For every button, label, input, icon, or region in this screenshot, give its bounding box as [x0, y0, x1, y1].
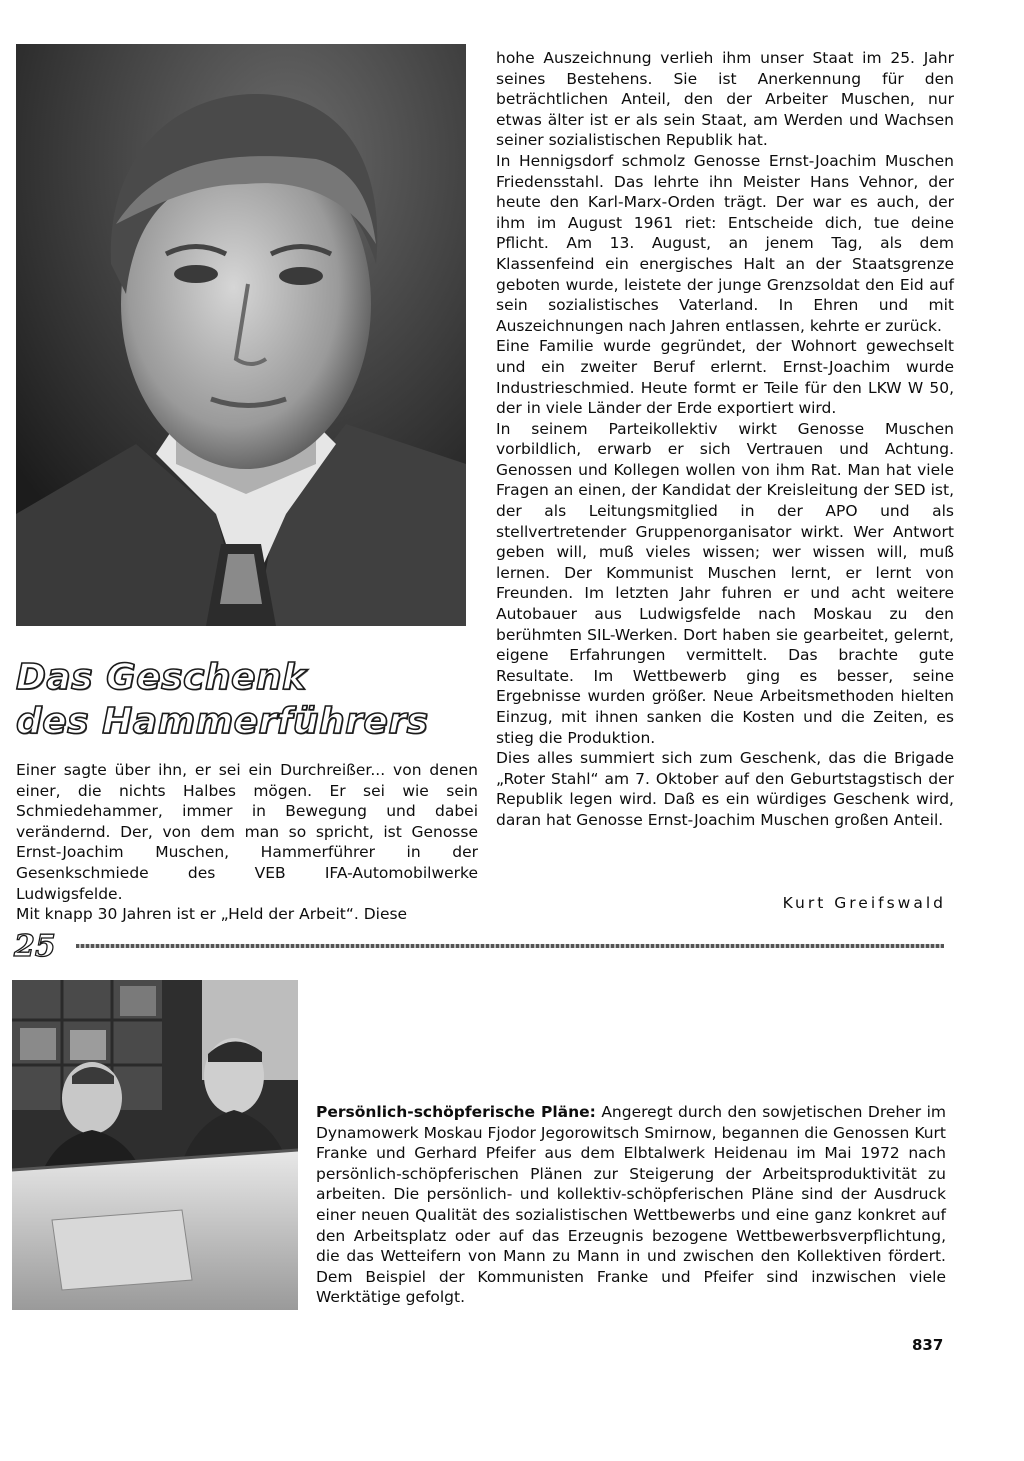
- article-headline: [16, 656, 476, 744]
- portrait-photo: [16, 44, 466, 626]
- dotted-rule: [76, 944, 944, 948]
- article-body-right-column: [496, 48, 954, 831]
- page-number: 837: [912, 1336, 944, 1354]
- article-paragraph: hohe Auszeichnung verlieh ihm unser Staat im 25. Jahr seines Bestehens. Sie ist Anerkennung für den beträchtlichen Anteil, den der Arbeiter Muschen, nur etwas älter ist er als sein Staat, am Werden und Wachsen seiner sozialistischen Republik hat.: [496, 49, 954, 150]
- article-paragraph: Dies alles summiert sich zum Geschenk, das die Brigade „Roter Stahl“ am 7. Oktober auf den Geburtstagstisch der Republik legen wird. Daß es ein würdiges Geschenk wird, daran hat Genosse Ernst-Joachim Muschen großen Anteil.: [496, 749, 954, 829]
- photo-caption: [316, 1102, 946, 1308]
- headline-line-1: Das Geschenk: [16, 657, 307, 698]
- caption-text: Angeregt durch den sowjetischen Dreher im Dynamowerk Moskau Fjodor Jegorowitsch Smirnow, begannen die Genossen Kurt Franke und Gerhard Pfeifer aus dem Elbtalwerk Heidenau im Mai 1972 nach persönlich-schöpferischen Plänen zur Steigerung der Arbeitsproduktivität zu arbeiten. Die persönlich- und kollektiv-schöpferischen Pläne sind der Ausdruck einer neuen Qualität des sozialistischen Wettbewerbs und eine ganz konkret auf den Arbeitsplatz oder auf das Erzeugnis bezogene Wettbewerbsverpflichtung, die das Wetteifern von Mann zu Mann in und zwischen den Kollektiven fördert. Dem Beispiel der Kommunisten Franke und Pfeifer sind inzwischen viele Werktätige gefolgt.: [316, 1103, 946, 1307]
- caption-lead: Persönlich-schöpferische Pläne:: [316, 1103, 596, 1121]
- anniversary-25-mark: 25: [14, 929, 56, 964]
- article-paragraph: Mit knapp 30 Jahren ist er „Held der Arbeit“. Diese: [16, 905, 408, 924]
- workers-photo: [12, 980, 298, 1310]
- section-separator: [14, 930, 944, 966]
- article-paragraph: In Hennigsdorf schmolz Genosse Ernst-Joachim Muschen Friedensstahl. Das lehrte ihn Meister Hans Vehnor, der heute den Karl-Marx-Orden trägt. Der war es auch, der ihm im August 1961 riet: Entscheide dich, tue deine Pflicht. Am 13. August, an jenem Tag, als dem Klassenfeind ein energisches Halt an der Staatsgrenze geboten wurde, leistete der junge Grenzsoldat den Eid auf sein sozialistisches Vaterland. In Ehren und mit Auszeichnungen nach Jahren entlassen, kehrte er zurück.: [496, 151, 954, 335]
- headline-line-2: des Hammerführers: [16, 701, 429, 742]
- article-byline: Kurt Greifswald: [782, 894, 946, 912]
- portrait-image: [16, 44, 466, 626]
- article-paragraph: Einer sagte über ihn, er sei ein Durchreißer... von denen einer, die nichts Halbes mögen. Er sei wie sein Schmiedehammer, immer in Bewegung und dabei verändernd. Der, von dem man so spricht, ist Genosse Ernst-Joachim Muschen, Hammerführer in der Gesenkschmiede des VEB IFA-Automobilwerke Ludwigsfelde.: [16, 761, 478, 903]
- article-paragraph: Eine Familie wurde gegründet, der Wohnort gewechselt und ein zweiter Beruf erlernt. Ernst-Joachim wurde Industrieschmied. Heute formt er Teile für den LKW W 50, der in viele Länder der Erde exportiert wird.: [496, 337, 954, 418]
- workers-image: [12, 980, 298, 1310]
- article-paragraph: In seinem Parteikollektiv wirkt Genosse Muschen vorbildlich, erwarb er sich Vertrauen und Achtung. Genossen und Kollegen wollen von ihm Rat. Man hat viele Fragen an einen, der Kandidat der Kreisleitung der SED ist, der als Leitungsmitglied in der APO und als stellvertretender Gruppenorganisator wirkt. Wer Antwort geben will, muß vieles wissen; wer wissen will, muß lernen. Der Kommunist Muschen lernt, er lernt von Freunden. Im letzten Jahr fuhren er und acht weitere Autobauer aus Ludwigsfelde nach Moskau zu den berühmten SIL-Werken. Dort haben sie gearbeitet, gelernt, eigene Erfahrungen vermittelt. Das brachte gute Resultate. Im Wettbewerb ging es besser, seine Ergebnisse wurden größer. Neue Arbeitsmethoden hielten Einzug, mit ihnen sanken die Kosten und die Zeiten, es stieg die Produktion.: [496, 419, 954, 747]
- article-body-left-column: [16, 760, 478, 925]
- caption-paragraph: [316, 1102, 946, 1308]
